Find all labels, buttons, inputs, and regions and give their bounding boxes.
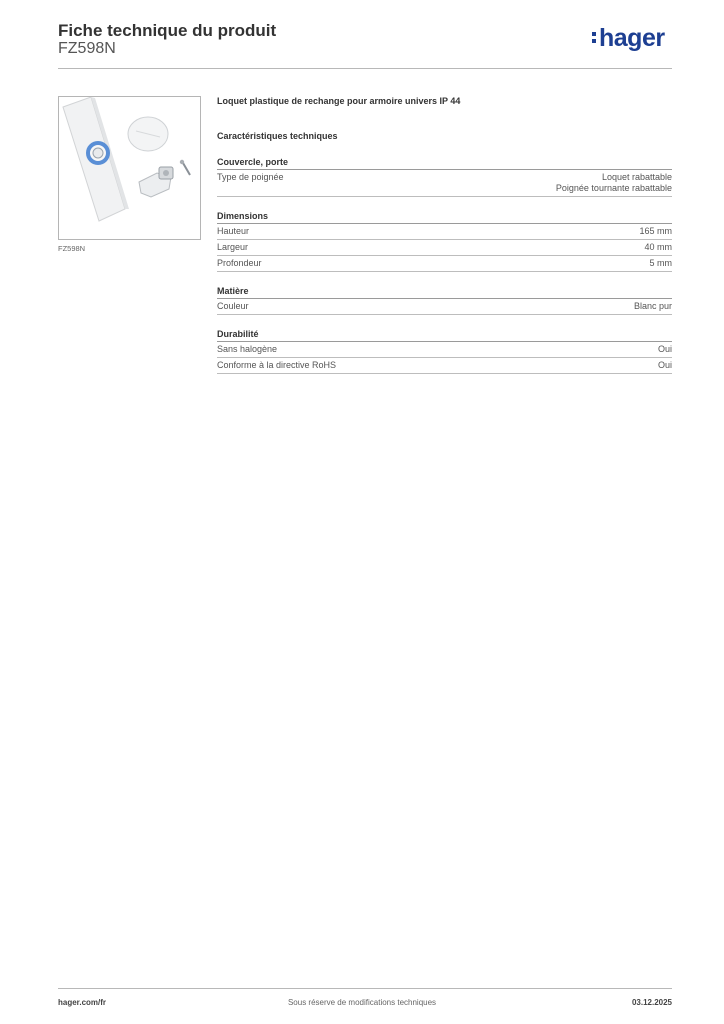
spec-row <box>217 240 672 256</box>
product-reference: FZ598N <box>58 40 116 57</box>
spec-group-durabilite <box>217 329 672 374</box>
group-title: Couvercle, porte <box>217 157 672 170</box>
spec-value <box>556 172 672 194</box>
spec-row <box>217 224 672 240</box>
spec-row <box>217 299 672 315</box>
spec-label: Type de poignée <box>217 172 284 182</box>
spec-label: Profondeur <box>217 258 262 268</box>
spec-label: Largeur <box>217 242 249 252</box>
spec-content <box>217 96 672 374</box>
spec-row <box>217 342 672 358</box>
spec-group-couvercle <box>217 157 672 197</box>
footer-divider <box>58 988 672 989</box>
spec-label: Sans halogène <box>217 344 278 354</box>
spec-row <box>217 256 672 272</box>
hager-logo <box>592 26 665 51</box>
product-photo-icon <box>59 97 200 239</box>
spec-label: Couleur <box>217 301 249 311</box>
logo-colon-icon <box>592 31 597 45</box>
page-title: Fiche technique du produit <box>58 21 277 40</box>
spec-label: Conforme à la directive RoHS <box>217 360 337 370</box>
spec-row <box>217 170 672 197</box>
logo-text: hager <box>599 24 665 52</box>
group-title: Matière <box>217 286 672 299</box>
spec-label: Hauteur <box>217 226 250 236</box>
spec-value: 165 mm <box>639 226 672 236</box>
product-description: Loquet plastique de rechange pour armoire univers IP 44 <box>217 96 461 106</box>
spec-value: Blanc pur <box>633 301 672 311</box>
image-caption: FZ598N <box>58 244 86 253</box>
section-title: Caractéristiques techniques <box>217 131 338 141</box>
spec-group-matiere <box>217 286 672 315</box>
spec-group-dimensions <box>217 211 672 272</box>
footer-date: 03.12.2025 <box>631 998 672 1007</box>
product-image <box>58 96 201 240</box>
spec-row <box>217 358 672 374</box>
spec-value: 40 mm <box>644 242 672 252</box>
footer-notice: Sous réserve de modifications techniques <box>287 998 437 1007</box>
spec-value-line: Poignée tournante rabattable <box>555 183 672 193</box>
footer-website-link[interactable]: hager.com/fr <box>58 998 107 1007</box>
group-title: Dimensions <box>217 211 672 224</box>
group-title: Durabilité <box>217 329 672 342</box>
header-divider <box>58 68 672 69</box>
spec-value-line: Loquet rabattable <box>601 172 672 182</box>
spec-value: Oui <box>657 344 672 354</box>
spec-value: 5 mm <box>649 258 672 268</box>
spec-value: Oui <box>657 360 672 370</box>
